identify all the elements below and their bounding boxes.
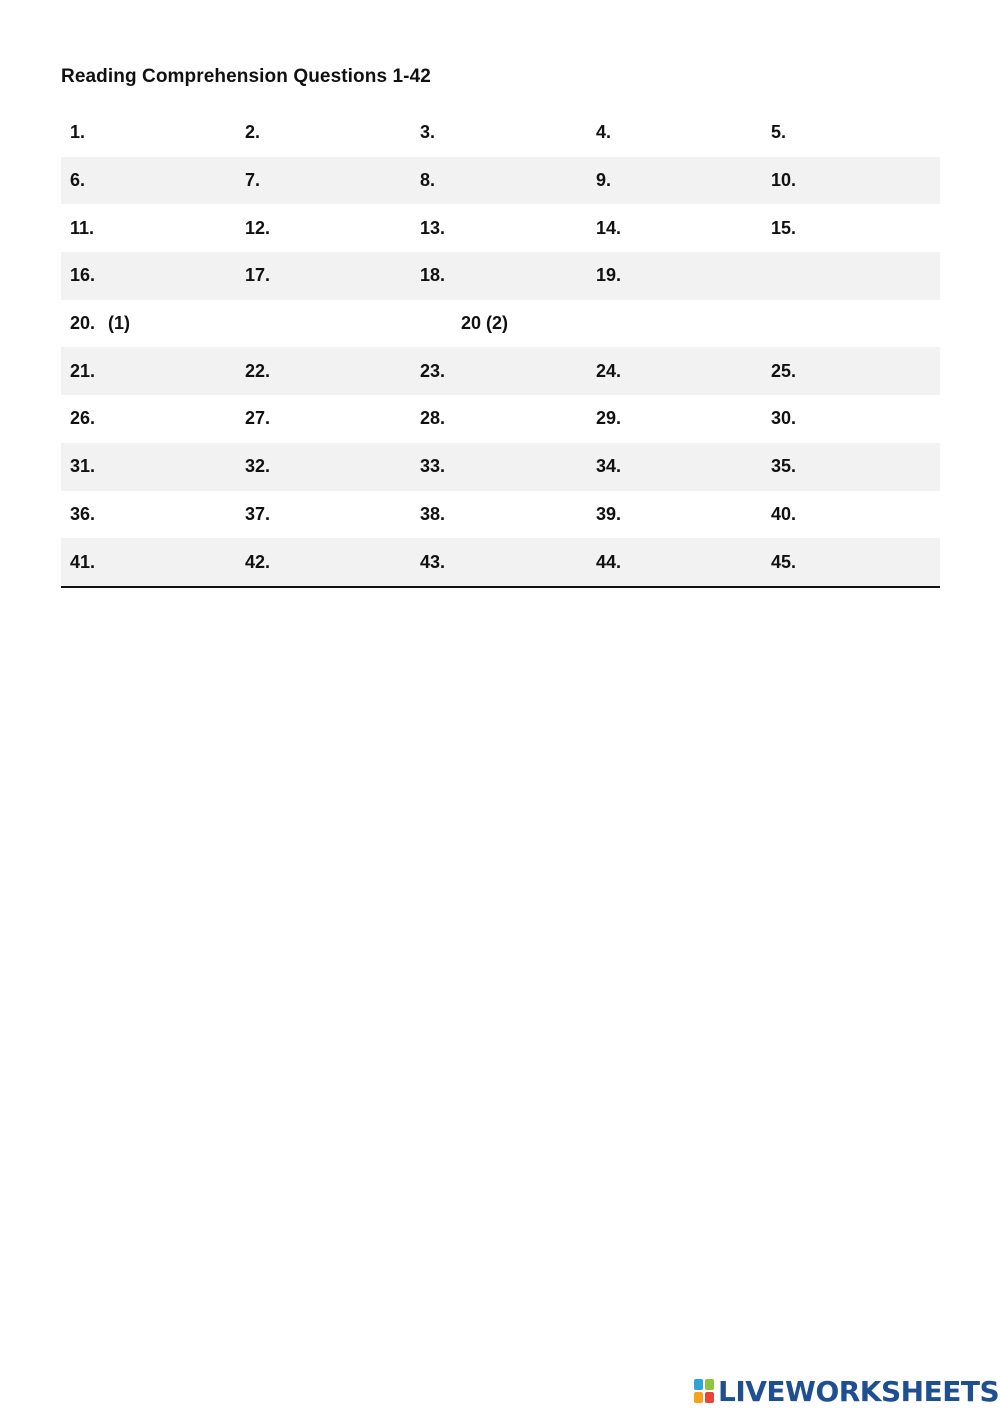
answer-row xyxy=(61,157,940,205)
question-number: 32. xyxy=(245,456,271,477)
question-number: 11. xyxy=(70,217,95,238)
question-number: 19. xyxy=(596,265,622,286)
question-number: 4. xyxy=(596,122,612,143)
question-number: 39. xyxy=(596,503,622,524)
question-number: 42. xyxy=(245,551,271,572)
question-number: 30. xyxy=(771,408,797,429)
question-number: 29. xyxy=(596,408,622,429)
question-number: 33. xyxy=(420,456,446,477)
question-number: 43. xyxy=(420,551,446,572)
answer-row xyxy=(61,491,940,539)
question-number: 23. xyxy=(420,360,446,381)
question-number: 28. xyxy=(420,408,446,429)
question-number: 31. xyxy=(70,456,96,477)
answer-row xyxy=(61,395,940,443)
question-number: 41. xyxy=(70,551,96,572)
question-number: 5. xyxy=(771,122,787,143)
question-number: 25. xyxy=(771,360,797,381)
liveworksheets-logo xyxy=(694,1375,999,1407)
answer-row xyxy=(61,300,940,348)
question-number xyxy=(70,300,130,348)
question-number: 3. xyxy=(420,122,436,143)
question-number: 21. xyxy=(70,360,96,381)
question-number: 26. xyxy=(70,408,96,429)
question-number: 2. xyxy=(245,122,261,143)
question-number: 6. xyxy=(70,170,86,191)
question-number: 35. xyxy=(771,456,797,477)
answer-row xyxy=(61,443,940,491)
question-number: 10. xyxy=(771,170,797,191)
question-number: 9. xyxy=(596,170,612,191)
answer-row xyxy=(61,252,940,300)
page-title: Reading Comprehension Questions 1-42 xyxy=(61,66,431,87)
liveworksheets-logo-icon xyxy=(694,1379,714,1403)
question-number: 13. xyxy=(420,217,446,238)
answer-row xyxy=(61,347,940,395)
question-number: 16. xyxy=(70,265,96,286)
question-number: 8. xyxy=(420,170,436,191)
question-number: 37. xyxy=(245,503,271,524)
question-number: 36. xyxy=(70,503,96,524)
question-number: 18. xyxy=(420,265,446,286)
question-number: 12. xyxy=(245,217,271,238)
question-number: 38. xyxy=(420,503,446,524)
answer-row xyxy=(61,538,940,586)
answer-row xyxy=(61,109,940,157)
question-number: 14. xyxy=(596,217,622,238)
question-number: 34. xyxy=(596,456,622,477)
logo-text: LIVEWORKSHEETS xyxy=(718,1374,1000,1408)
question-number: 44. xyxy=(596,551,622,572)
question-number: 1. xyxy=(70,122,86,143)
question-number: 7. xyxy=(245,170,261,191)
question-part-label: (1) xyxy=(108,313,131,334)
question-number: 27. xyxy=(245,408,271,429)
question-number: 45. xyxy=(771,551,797,572)
question-number: 22. xyxy=(245,360,271,381)
answer-table xyxy=(61,109,940,588)
question-number: 40. xyxy=(771,503,797,524)
question-label: 20. xyxy=(70,313,96,334)
question-number: 17. xyxy=(245,265,271,286)
question-number: 24. xyxy=(596,360,622,381)
question-part-label: 20 (2) xyxy=(461,313,509,334)
question-number: 15. xyxy=(771,217,797,238)
answer-row xyxy=(61,204,940,252)
